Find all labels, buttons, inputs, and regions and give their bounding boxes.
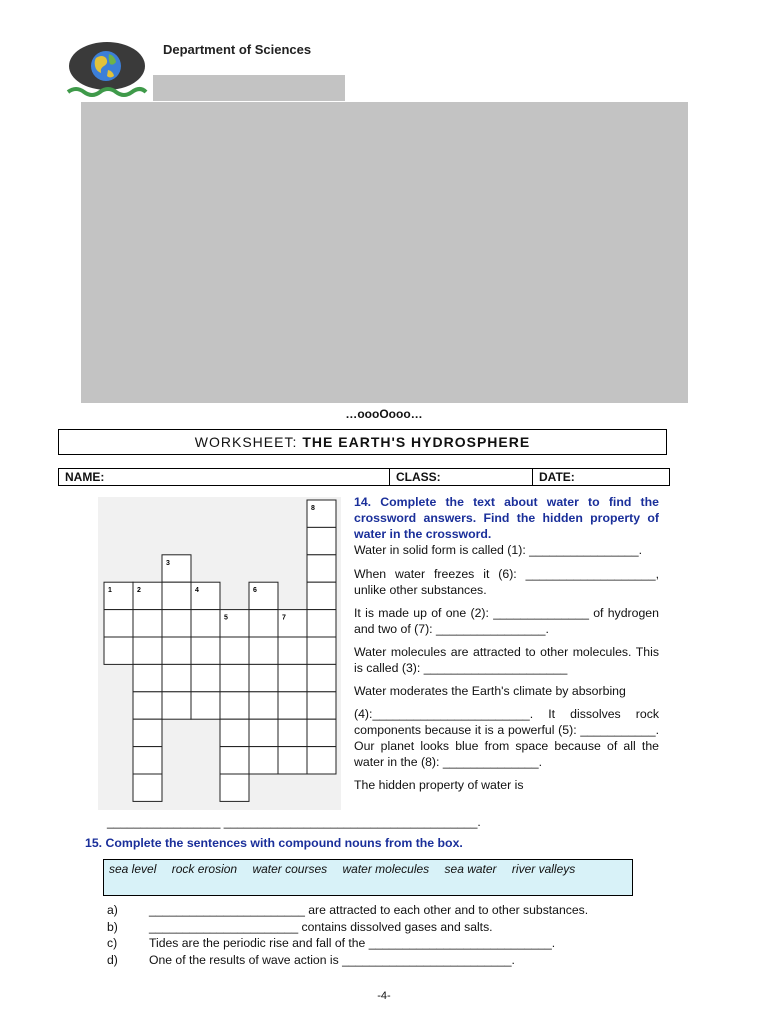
redacted-block-large xyxy=(81,102,688,403)
crossword-cell[interactable] xyxy=(307,747,336,774)
crossword-cell[interactable] xyxy=(220,692,249,719)
crossword-cell[interactable] xyxy=(133,637,162,664)
sentence-label: d) xyxy=(107,952,118,967)
crossword-cell[interactable] xyxy=(133,664,162,691)
student-info-table xyxy=(58,468,670,486)
date-field[interactable]: DATE: xyxy=(533,469,670,486)
crossword-cell[interactable] xyxy=(133,747,162,774)
crossword-cell[interactable] xyxy=(220,637,249,664)
crossword-cell[interactable] xyxy=(162,692,191,719)
crossword-cell[interactable] xyxy=(191,610,220,637)
word-item: rock erosion xyxy=(171,862,238,876)
q15-sentences xyxy=(107,902,667,968)
crossword-cell[interactable] xyxy=(249,664,278,691)
worksheet-topic: THE EARTH'S HYDROSPHERE xyxy=(302,434,531,450)
crossword-cell[interactable] xyxy=(104,610,133,637)
clue-number: 4 xyxy=(195,587,199,595)
crossword-cell[interactable] xyxy=(307,664,336,691)
crossword-cell[interactable] xyxy=(220,774,249,801)
crossword-cell[interactable] xyxy=(104,637,133,664)
crossword-cell[interactable] xyxy=(249,747,278,774)
crossword-cell[interactable] xyxy=(133,610,162,637)
word-item: sea water xyxy=(444,862,497,876)
sentence-text: ______________________ contains dissolved gases and salts. xyxy=(149,919,493,934)
word-item: river valleys xyxy=(511,862,576,876)
q14-p2: When water freezes it (6): ___________________, unlike other substances. xyxy=(354,567,659,597)
sentence-d xyxy=(107,952,667,969)
word-item: sea level xyxy=(109,862,157,876)
clue-number: 1 xyxy=(108,587,112,595)
class-field[interactable]: CLASS: xyxy=(390,469,533,486)
clue-number: 3 xyxy=(166,559,170,567)
q14-p7: The hidden property of water is xyxy=(354,778,524,792)
sentence-text: One of the results of wave action is _________________________. xyxy=(149,952,515,967)
word-item: water courses xyxy=(252,862,328,876)
crossword-cell[interactable] xyxy=(307,527,336,554)
separator: …oooOooo… xyxy=(345,407,423,421)
page-number: -4- xyxy=(377,990,391,1002)
crossword-cell[interactable] xyxy=(278,747,307,774)
crossword-cell[interactable] xyxy=(278,719,307,746)
crossword-cell[interactable] xyxy=(133,692,162,719)
crossword-grid xyxy=(98,497,341,810)
crossword-cell[interactable] xyxy=(249,610,278,637)
q15-title: 15. Complete the sentences with compound nouns from the box. xyxy=(85,836,463,850)
redacted-block-small xyxy=(153,75,345,101)
sentence-text: _______________________ are attracted to each other and to other substances. xyxy=(149,903,589,917)
question-14 xyxy=(354,494,659,800)
clue-number: 8 xyxy=(311,505,315,512)
crossword-cell[interactable] xyxy=(133,719,162,746)
crossword-cell[interactable] xyxy=(307,555,336,582)
q14-p4: Water molecules are attracted to other molecules. This is called (3): _____________________ xyxy=(354,645,659,675)
crossword-cell[interactable] xyxy=(220,747,249,774)
crossword-cell[interactable] xyxy=(191,637,220,664)
crossword-cell[interactable] xyxy=(249,637,278,664)
crossword-cell[interactable] xyxy=(220,719,249,746)
crossword-cell[interactable] xyxy=(278,637,307,664)
crossword-cell[interactable] xyxy=(162,637,191,664)
crossword-cell[interactable] xyxy=(133,774,162,801)
crossword-cell[interactable] xyxy=(278,664,307,691)
sentence-label: b) xyxy=(107,919,118,934)
word-box xyxy=(103,859,633,896)
q14-p6: (4):_______________________. It dissolves rock components because it is a powerful (5): ___________. Our planet looks blue from space because of all the water in the (8): ______________. xyxy=(354,707,659,769)
worksheet-label: WORKSHEET: xyxy=(194,434,298,450)
crossword-cell[interactable] xyxy=(307,582,336,609)
crossword-cell[interactable] xyxy=(249,692,278,719)
sentence-b xyxy=(107,919,667,936)
crossword-cell[interactable] xyxy=(162,582,191,609)
sentence-label: a) xyxy=(107,903,118,917)
clue-number: 6 xyxy=(253,587,257,595)
q14-p5: Water moderates the Earth's climate by absorbing xyxy=(354,684,626,698)
sentence-a xyxy=(107,902,667,919)
worksheet-title xyxy=(58,429,667,455)
hidden-property-line: _________________ ______________________________________. xyxy=(107,815,481,829)
word-item: water molecules xyxy=(342,862,430,876)
name-field[interactable]: NAME: xyxy=(59,469,390,486)
q14-p3: It is made up of one (2): ______________ of hydrogen and two of (7): ________________. xyxy=(354,606,659,636)
q14-p1: Water in solid form is called (1): ________________. xyxy=(354,543,643,557)
crossword-cell[interactable] xyxy=(191,692,220,719)
crossword-cell[interactable] xyxy=(191,664,220,691)
department-name: Department of Sciences xyxy=(163,42,312,57)
sentence-label: c) xyxy=(107,936,118,950)
crossword-cell[interactable] xyxy=(307,610,336,637)
crossword-cell[interactable] xyxy=(249,719,278,746)
globe-logo-icon xyxy=(66,40,148,100)
crossword-cell[interactable] xyxy=(162,610,191,637)
crossword-cell[interactable] xyxy=(220,664,249,691)
crossword-cell[interactable] xyxy=(307,719,336,746)
sentence-c xyxy=(107,935,667,952)
q14-title: 14. Complete the text about water to find the crossword answers. Find the hidden property of water in the crossword. xyxy=(354,495,659,541)
clue-number: 7 xyxy=(282,614,286,622)
crossword-cell[interactable] xyxy=(162,664,191,691)
crossword-cell[interactable] xyxy=(278,692,307,719)
clue-number: 5 xyxy=(224,614,228,622)
sentence-text: Tides are the periodic rise and fall of the ___________________________. xyxy=(149,936,556,950)
clue-number: 2 xyxy=(137,587,141,595)
crossword-cell[interactable] xyxy=(307,637,336,664)
crossword-cell[interactable] xyxy=(307,692,336,719)
